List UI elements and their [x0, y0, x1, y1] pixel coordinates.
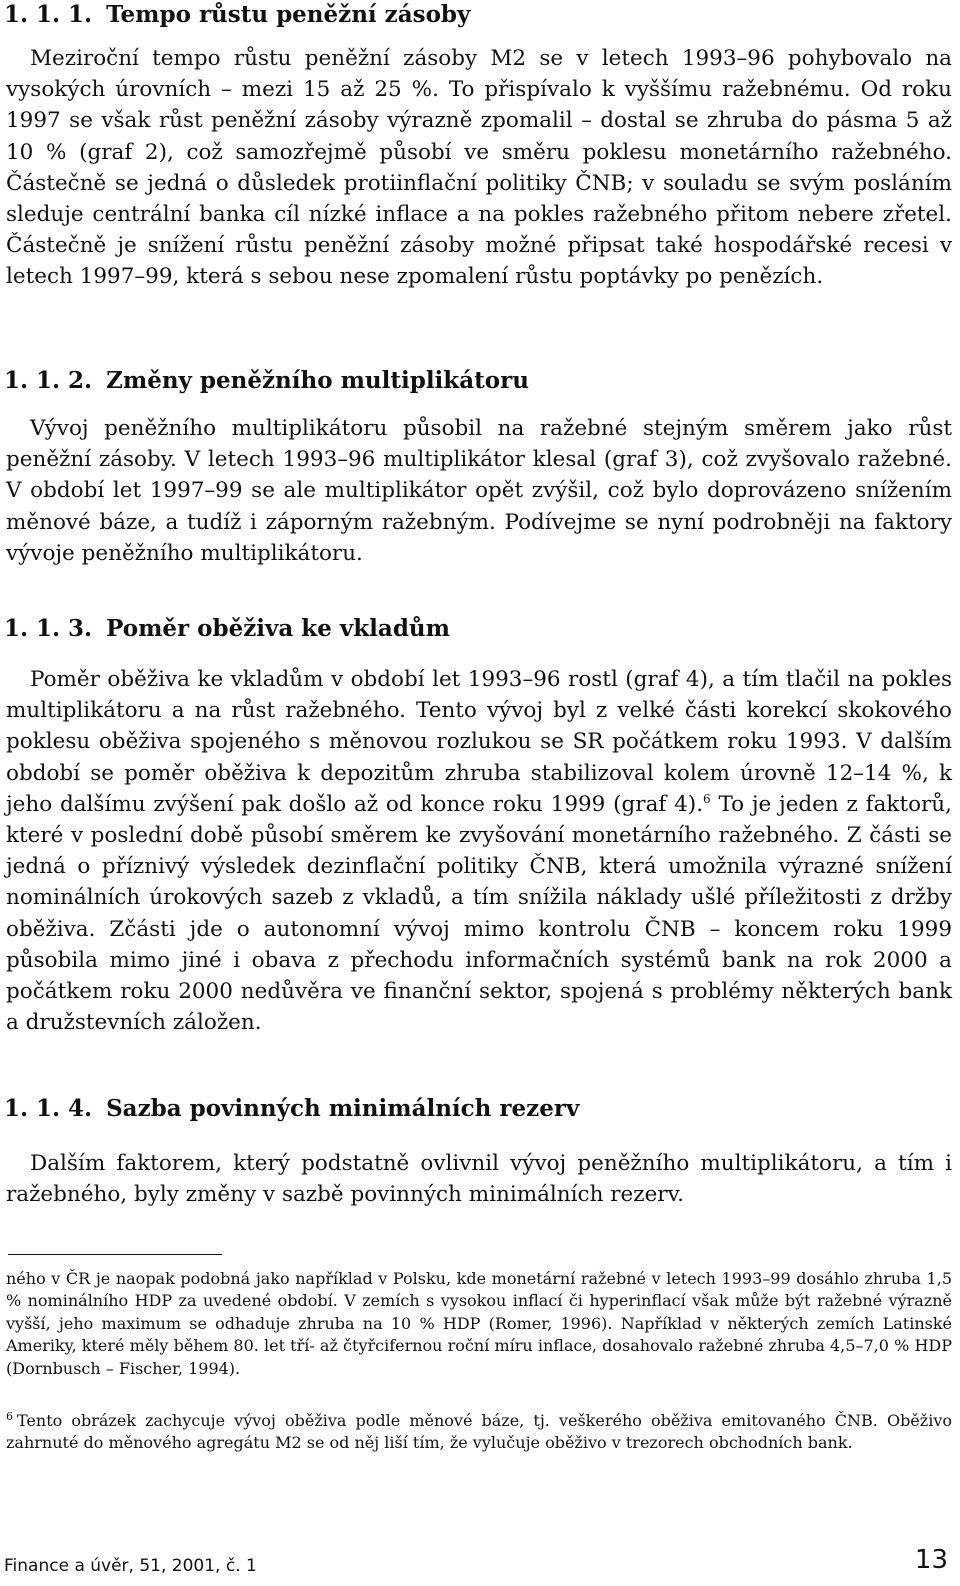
section-title: Změny peněžního multiplikátoru — [106, 367, 529, 394]
section-number: 1. 1. 3. — [4, 615, 93, 642]
footnote-text: Tento obrázek zachycuje vývoj oběživa podle měnové báze, tj. veškerého oběživa emitovaného ČNB. Oběživo zahrnuté do měnového agregátu M2 se od něj liší tím, že vylučuje oběživo v trezorech obchodních bank. — [6, 1411, 952, 1453]
paragraph-text-b: To je jeden z faktorů, které v poslední době působí směrem ke zvyšování monetárního ražebného. Z části se jedná o příznivý výsledek dezinflační politiky ČNB, která umožnila výrazné snížení nominálních úrokových sazeb z vkladů, a tím snížila náklady ušlé příležitosti z držby oběživa. Zčásti jde o autonomní vývoj mimo kontrolu ČNB – koncem roku 1999 působila mimo jiné i obava z přechodu informačních systémů bank na rok 2000 a počátkem roku 2000 nedůvěra ve finanční sektor, spojená s problémy některých bank a družstevních záložen. — [6, 791, 952, 1036]
paragraph-text-a: Poměr oběživa ke vkladům v období let 1993–96 rostl (graf 4), a tím tlačil na pokles multiplikátoru a na růst ražebného. Tento vývoj byl z velké části korekcí skokového poklesu oběživa spojeného s měnovou rozlukou se SR počátkem roku 1993. V dalším období se poměr oběživa k depozitům zhruba stabilizoval kolem úrovně 12–14 %, k jeho dalšímu zvýšení pak došlo až od konce roku 1999 (graf 4). — [6, 667, 952, 817]
paragraph-1-1-3 — [4, 664, 952, 1038]
section-heading-1-1-3 — [4, 614, 950, 644]
section-title: Sazba povinných minimálních rezerv — [106, 1095, 580, 1122]
section-heading-1-1-1 — [4, 0, 950, 30]
section-title: Poměr oběživa ke vkladům — [106, 615, 450, 642]
paragraph-1-1-1: Meziroční tempo růstu peněžní zásoby M2 se v letech 1993–96 pohybovalo na vysokých úrovních – mezi 15 až 25 %. To přispívalo k vyššímu ražebnému. Od roku 1997 se však růst peněžní zásoby výrazně zpomalil – dostal se zhruba do pásma 5 až 10 % (graf 2), což samozřejmě působí ve směru poklesu monetárního ražebného. Částečně se jedná o důsledek protiinflační politiky ČNB; v souladu se svým posláním sleduje centrální banka cíl nízké inflace a na pokles ražebného přitom nebere zřetel. Částečně je snížení růstu peněžní zásoby možné připsat také hospodářské recesi v letech 1997–99, která s sebou nese zpomalení růstu poptávky po penězích. — [6, 46, 952, 290]
section-heading-1-1-2 — [4, 366, 950, 396]
section-heading-1-1-4 — [4, 1094, 950, 1124]
section-number: 1. 1. 2. — [4, 367, 93, 394]
footnote-ref-6[interactable]: 6 — [703, 791, 711, 806]
section-number: 1. 1. 4. — [4, 1095, 93, 1122]
paragraph-1-1-2: Vývoj peněžního multiplikátoru působil na ražebné stejným směrem jako růst peněžní zásoby. V letech 1993–96 multiplikátor klesal (graf 3), což zvyšovalo ražebné. V období let 1997–99 se ale multiplikátor opět zvýšil, což bylo doprovázeno snížením měnové báze, a tudíž i záporným ražebným. Podívejme se nyní podrobněji na faktory vývoje peněžního multiplikátoru. — [6, 416, 952, 566]
footnote-separator — [8, 1254, 222, 1255]
section-number: 1. 1. 1. — [4, 1, 93, 28]
journal-citation: Finance a úvěr, 51, 2001, č. 1 — [4, 1556, 257, 1576]
section-title: Tempo růstu peněžní zásoby — [106, 1, 471, 28]
footnote-continued: ného v ČR je naopak podobná jako například v Polsku, kde monetární ražebné v letech 1993–99 dosáhlo zhruba 1,5 % nominálního HDP za uvedené období. V zemích s vysokou inflací či hyperinflací však může být ražebné výrazně vyšší, jeho maximum se odhaduje zhruba na 10 % HDP (Romer, 1996). Například v některých zemích Latinské Ameriky, které měly během 80. let tří- až čtyřcifernou roční míru inflace, dosahovalo ražebné zhruba 4,5–7,0 % HDP (Dornbusch – Fischer, 1994). — [6, 1269, 952, 1378]
footnote-number: 6 — [6, 1409, 13, 1423]
page-footer — [4, 1545, 948, 1578]
footnote-6 — [4, 1410, 952, 1455]
paragraph-1-1-4: Dalším faktorem, který podstatně ovlivnil vývoj peněžního multiplikátoru, a tím i ražebného, byly změny v sazbě povinných minimálních rezerv. — [6, 1151, 952, 1208]
page-number: 13 — [914, 1545, 948, 1575]
